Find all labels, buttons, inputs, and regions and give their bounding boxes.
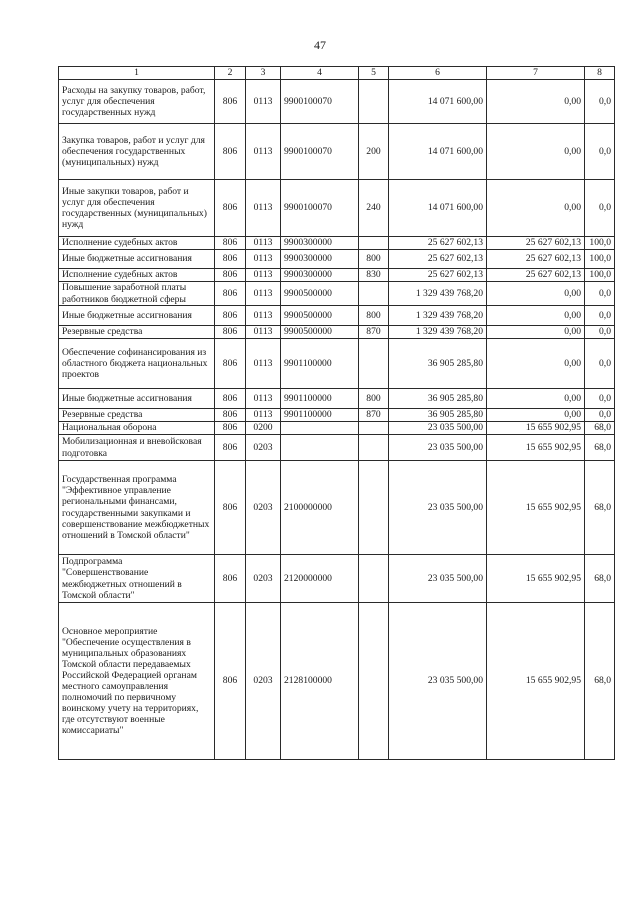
- executed-amount: 0,00: [487, 409, 585, 422]
- section-code: 806: [215, 80, 246, 124]
- section-code: 806: [215, 461, 246, 555]
- execution-percent: 0,0: [585, 326, 615, 339]
- plan-amount: 36 905 285,80: [389, 389, 487, 409]
- column-header-7: 7: [487, 67, 585, 80]
- target-article: 9901100000: [281, 409, 359, 422]
- execution-percent: 0,0: [585, 80, 615, 124]
- execution-percent: 68,0: [585, 603, 615, 760]
- section-code: 806: [215, 282, 246, 306]
- subsection-code: 0203: [246, 555, 281, 603]
- execution-percent: 0,0: [585, 409, 615, 422]
- table-row: [59, 389, 615, 409]
- section-code: 806: [215, 409, 246, 422]
- subsection-code: 0113: [246, 237, 281, 250]
- expense-type: [359, 339, 389, 389]
- executed-amount: 25 627 602,13: [487, 250, 585, 269]
- plan-amount: 23 035 500,00: [389, 461, 487, 555]
- target-article: 2128100000: [281, 603, 359, 760]
- column-header-6: 6: [389, 67, 487, 80]
- target-article: 9900300000: [281, 269, 359, 282]
- execution-percent: 0,0: [585, 124, 615, 180]
- target-article: 9900100070: [281, 124, 359, 180]
- table-row: [59, 339, 615, 389]
- expense-type: 800: [359, 389, 389, 409]
- execution-percent: 0,0: [585, 282, 615, 306]
- executed-amount: 25 627 602,13: [487, 269, 585, 282]
- target-article: 9900300000: [281, 237, 359, 250]
- execution-percent: 100,0: [585, 269, 615, 282]
- expense-type: [359, 461, 389, 555]
- section-code: 806: [215, 603, 246, 760]
- expense-type: [359, 555, 389, 603]
- section-code: 806: [215, 269, 246, 282]
- execution-percent: 0,0: [585, 339, 615, 389]
- subsection-code: 0113: [246, 326, 281, 339]
- execution-percent: 68,0: [585, 422, 615, 435]
- plan-amount: 23 035 500,00: [389, 422, 487, 435]
- expense-type: 800: [359, 306, 389, 326]
- executed-amount: 15 655 902,95: [487, 461, 585, 555]
- section-code: 806: [215, 326, 246, 339]
- target-article: 9900500000: [281, 282, 359, 306]
- row-name: Обеспечение софинансирования из областного бюджета национальных проектов: [59, 339, 215, 389]
- subsection-code: 0203: [246, 435, 281, 461]
- table-row: [59, 124, 615, 180]
- target-article: [281, 435, 359, 461]
- subsection-code: 0200: [246, 422, 281, 435]
- executed-amount: 0,00: [487, 180, 585, 237]
- section-code: 806: [215, 237, 246, 250]
- executed-amount: 0,00: [487, 80, 585, 124]
- plan-amount: 23 035 500,00: [389, 555, 487, 603]
- subsection-code: 0113: [246, 409, 281, 422]
- table-body: [59, 80, 615, 760]
- target-article: 9900100070: [281, 180, 359, 237]
- table-row: [59, 250, 615, 269]
- target-article: 9901100000: [281, 339, 359, 389]
- target-article: 9900500000: [281, 326, 359, 339]
- expense-type: 870: [359, 409, 389, 422]
- section-code: 806: [215, 250, 246, 269]
- column-header-5: 5: [359, 67, 389, 80]
- plan-amount: 14 071 600,00: [389, 180, 487, 237]
- column-header-8: 8: [585, 67, 615, 80]
- executed-amount: 15 655 902,95: [487, 422, 585, 435]
- subsection-code: 0113: [246, 80, 281, 124]
- subsection-code: 0113: [246, 180, 281, 237]
- executed-amount: 0,00: [487, 326, 585, 339]
- subsection-code: 0113: [246, 339, 281, 389]
- section-code: 806: [215, 180, 246, 237]
- target-article: 9901100000: [281, 389, 359, 409]
- execution-percent: 100,0: [585, 250, 615, 269]
- expense-type: [359, 435, 389, 461]
- plan-amount: 36 905 285,80: [389, 339, 487, 389]
- plan-amount: 1 329 439 768,20: [389, 282, 487, 306]
- row-name: Резервные средства: [59, 326, 215, 339]
- target-article: 9900300000: [281, 250, 359, 269]
- table-row: [59, 326, 615, 339]
- row-name: Мобилизационная и вневойсковая подготовка: [59, 435, 215, 461]
- execution-percent: 68,0: [585, 555, 615, 603]
- row-name: Национальная оборона: [59, 422, 215, 435]
- section-code: 806: [215, 306, 246, 326]
- table-row: [59, 269, 615, 282]
- table-row: [59, 80, 615, 124]
- row-name: Закупка товаров, работ и услуг для обеспечения государственных (муниципальных) нужд: [59, 124, 215, 180]
- table-row: [59, 435, 615, 461]
- column-header-1: 1: [59, 67, 215, 80]
- row-name: Повышение заработной платы работников бюджетной сферы: [59, 282, 215, 306]
- expense-type: [359, 603, 389, 760]
- executed-amount: 0,00: [487, 306, 585, 326]
- executed-amount: 0,00: [487, 389, 585, 409]
- table-row: [59, 461, 615, 555]
- expense-type: [359, 80, 389, 124]
- budget-table: [58, 66, 615, 760]
- expense-type: 870: [359, 326, 389, 339]
- table-row: [59, 603, 615, 760]
- row-name: Исполнение судебных актов: [59, 269, 215, 282]
- row-name: Исполнение судебных актов: [59, 237, 215, 250]
- execution-percent: 68,0: [585, 435, 615, 461]
- subsection-code: 0113: [246, 306, 281, 326]
- section-code: 806: [215, 555, 246, 603]
- row-name: Резервные средства: [59, 409, 215, 422]
- executed-amount: 0,00: [487, 282, 585, 306]
- execution-percent: 0,0: [585, 180, 615, 237]
- table-row: [59, 180, 615, 237]
- execution-percent: 0,0: [585, 389, 615, 409]
- row-name: Иные бюджетные ассигнования: [59, 389, 215, 409]
- subsection-code: 0113: [246, 250, 281, 269]
- row-name: Государственная программа "Эффективное управление региональными финансами, государственными закупками и совершенствование межбюджетных отношений в Томской области": [59, 461, 215, 555]
- column-header-4: 4: [281, 67, 359, 80]
- executed-amount: 25 627 602,13: [487, 237, 585, 250]
- expense-type: [359, 422, 389, 435]
- subsection-code: 0113: [246, 389, 281, 409]
- expense-type: 240: [359, 180, 389, 237]
- table-row: [59, 555, 615, 603]
- target-article: 2100000000: [281, 461, 359, 555]
- subsection-code: 0113: [246, 282, 281, 306]
- executed-amount: 0,00: [487, 339, 585, 389]
- plan-amount: 36 905 285,80: [389, 409, 487, 422]
- plan-amount: 14 071 600,00: [389, 124, 487, 180]
- expense-type: [359, 282, 389, 306]
- expense-type: 200: [359, 124, 389, 180]
- section-code: 806: [215, 124, 246, 180]
- plan-amount: 14 071 600,00: [389, 80, 487, 124]
- target-article: 2120000000: [281, 555, 359, 603]
- target-article: 9900500000: [281, 306, 359, 326]
- expense-type: 800: [359, 250, 389, 269]
- executed-amount: 0,00: [487, 124, 585, 180]
- execution-percent: 0,0: [585, 306, 615, 326]
- table-row: [59, 422, 615, 435]
- executed-amount: 15 655 902,95: [487, 603, 585, 760]
- expense-type: 830: [359, 269, 389, 282]
- plan-amount: 25 627 602,13: [389, 237, 487, 250]
- section-code: 806: [215, 435, 246, 461]
- plan-amount: 1 329 439 768,20: [389, 306, 487, 326]
- page-number: 47: [314, 38, 326, 52]
- target-article: [281, 422, 359, 435]
- column-header-3: 3: [246, 67, 281, 80]
- execution-percent: 68,0: [585, 461, 615, 555]
- subsection-code: 0203: [246, 461, 281, 555]
- row-name: Подпрограмма "Совершенствование межбюджетных отношений в Томской области": [59, 555, 215, 603]
- row-name: Основное мероприятие "Обеспечение осуществления в муниципальных образованиях Томской области передаваемых Российской Федерацией органам местного самоуправления полномочий по первичному воинскому учету на территориях, где отсутствуют военные комиссариаты": [59, 603, 215, 760]
- table-row: [59, 409, 615, 422]
- column-header-2: 2: [215, 67, 246, 80]
- plan-amount: 25 627 602,13: [389, 269, 487, 282]
- executed-amount: 15 655 902,95: [487, 435, 585, 461]
- section-code: 806: [215, 389, 246, 409]
- plan-amount: 1 329 439 768,20: [389, 326, 487, 339]
- subsection-code: 0203: [246, 603, 281, 760]
- header-row: [59, 67, 615, 80]
- subsection-code: 0113: [246, 269, 281, 282]
- section-code: 806: [215, 339, 246, 389]
- plan-amount: 23 035 500,00: [389, 435, 487, 461]
- row-name: Иные бюджетные ассигнования: [59, 250, 215, 269]
- row-name: Иные бюджетные ассигнования: [59, 306, 215, 326]
- subsection-code: 0113: [246, 124, 281, 180]
- target-article: 9900100070: [281, 80, 359, 124]
- row-name: Расходы на закупку товаров, работ, услуг для обеспечения государственных нужд: [59, 80, 215, 124]
- expense-type: [359, 237, 389, 250]
- row-name: Иные закупки товаров, работ и услуг для обеспечения государственных (муниципальных) нужд: [59, 180, 215, 237]
- executed-amount: 15 655 902,95: [487, 555, 585, 603]
- table-row: [59, 306, 615, 326]
- section-code: 806: [215, 422, 246, 435]
- table-row: [59, 282, 615, 306]
- table-row: [59, 237, 615, 250]
- plan-amount: 25 627 602,13: [389, 250, 487, 269]
- plan-amount: 23 035 500,00: [389, 603, 487, 760]
- execution-percent: 100,0: [585, 237, 615, 250]
